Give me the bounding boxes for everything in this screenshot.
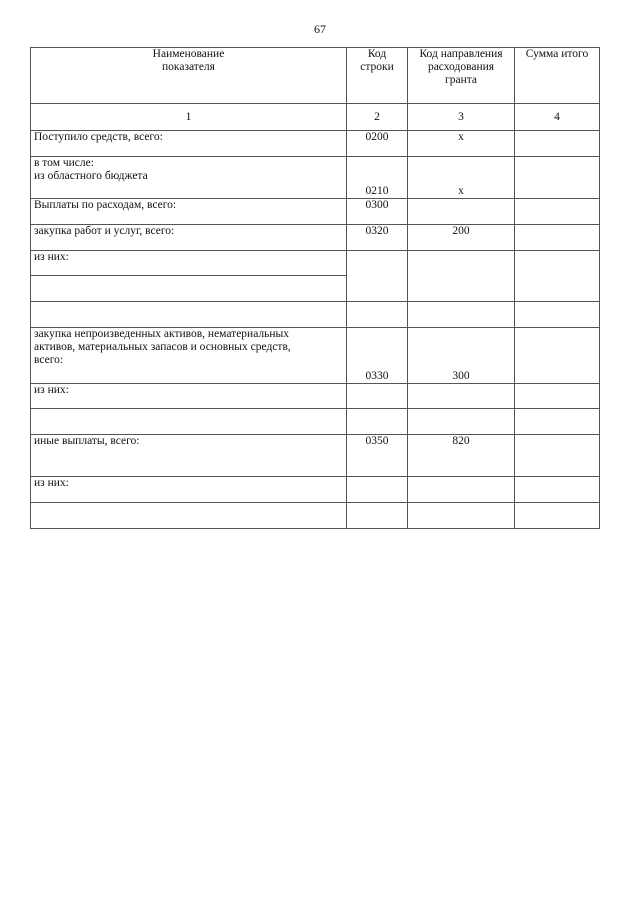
table-row	[31, 251, 600, 276]
row-code	[347, 251, 408, 302]
row-code: 0350	[347, 435, 408, 477]
empty-cell	[408, 409, 515, 435]
empty-cell	[515, 409, 600, 435]
row-name: в том числе: из областного бюджета	[31, 157, 347, 199]
row-direction: 820	[408, 435, 515, 477]
row-name: закупка непроизведенных активов, нематериальных активов, материальных запасов и основных средств, всего:	[31, 328, 347, 384]
row-direction	[408, 199, 515, 225]
table-row	[31, 225, 600, 251]
row-direction: 300	[408, 328, 515, 384]
row-direction	[408, 384, 515, 409]
row-code	[347, 384, 408, 409]
row-direction	[408, 251, 515, 302]
row-name: закупка работ и услуг, всего:	[31, 225, 347, 251]
column-number: 4	[515, 104, 600, 131]
empty-cell	[408, 503, 515, 529]
row-direction: x	[408, 131, 515, 157]
row-sum	[515, 384, 600, 409]
row-code: 0300	[347, 199, 408, 225]
row-name: иные выплаты, всего:	[31, 435, 347, 477]
row-direction	[408, 477, 515, 503]
row-direction: 200	[408, 225, 515, 251]
table-row	[31, 328, 600, 384]
table-row	[31, 302, 600, 328]
row-code: 0330	[347, 328, 408, 384]
column-number: 2	[347, 104, 408, 131]
empty-cell	[347, 302, 408, 328]
row-sum	[515, 131, 600, 157]
table-row	[31, 477, 600, 503]
header-indicator-name: Наименование показателя	[31, 48, 347, 104]
empty-cell	[408, 302, 515, 328]
row-direction: x	[408, 157, 515, 199]
row-name: Выплаты по расходам, всего:	[31, 199, 347, 225]
row-sum	[515, 199, 600, 225]
row-sum	[515, 435, 600, 477]
empty-cell	[347, 409, 408, 435]
row-code: 0320	[347, 225, 408, 251]
empty-cell	[31, 302, 347, 328]
row-name: Поступило средств, всего:	[31, 131, 347, 157]
row-sum	[515, 157, 600, 199]
grant-report-table	[30, 47, 600, 529]
page-number: 67	[314, 22, 326, 36]
empty-cell	[31, 503, 347, 529]
row-code: 0200	[347, 131, 408, 157]
row-sum	[515, 477, 600, 503]
column-number: 3	[408, 104, 515, 131]
header-total-sum: Сумма итого	[515, 48, 600, 104]
table-row	[31, 409, 600, 435]
empty-cell	[31, 276, 347, 302]
table-row	[31, 503, 600, 529]
row-code	[347, 477, 408, 503]
empty-cell	[515, 503, 600, 529]
table-header-row	[31, 48, 600, 104]
header-row-code: Код строки	[347, 48, 408, 104]
table-row	[31, 131, 600, 157]
row-sum	[515, 328, 600, 384]
table-row	[31, 435, 600, 477]
row-sum	[515, 225, 600, 251]
table-row	[31, 199, 600, 225]
empty-cell	[515, 302, 600, 328]
row-name: из них:	[31, 477, 347, 503]
row-sum	[515, 251, 600, 302]
table-row	[31, 157, 600, 199]
empty-cell	[31, 409, 347, 435]
empty-cell	[347, 503, 408, 529]
row-name: из них:	[31, 251, 347, 276]
table-row	[31, 384, 600, 409]
column-numbering-row	[31, 104, 600, 131]
row-code: 0210	[347, 157, 408, 199]
row-name: из них:	[31, 384, 347, 409]
column-number: 1	[31, 104, 347, 131]
header-direction-code: Код направления расходования гранта	[408, 48, 515, 104]
